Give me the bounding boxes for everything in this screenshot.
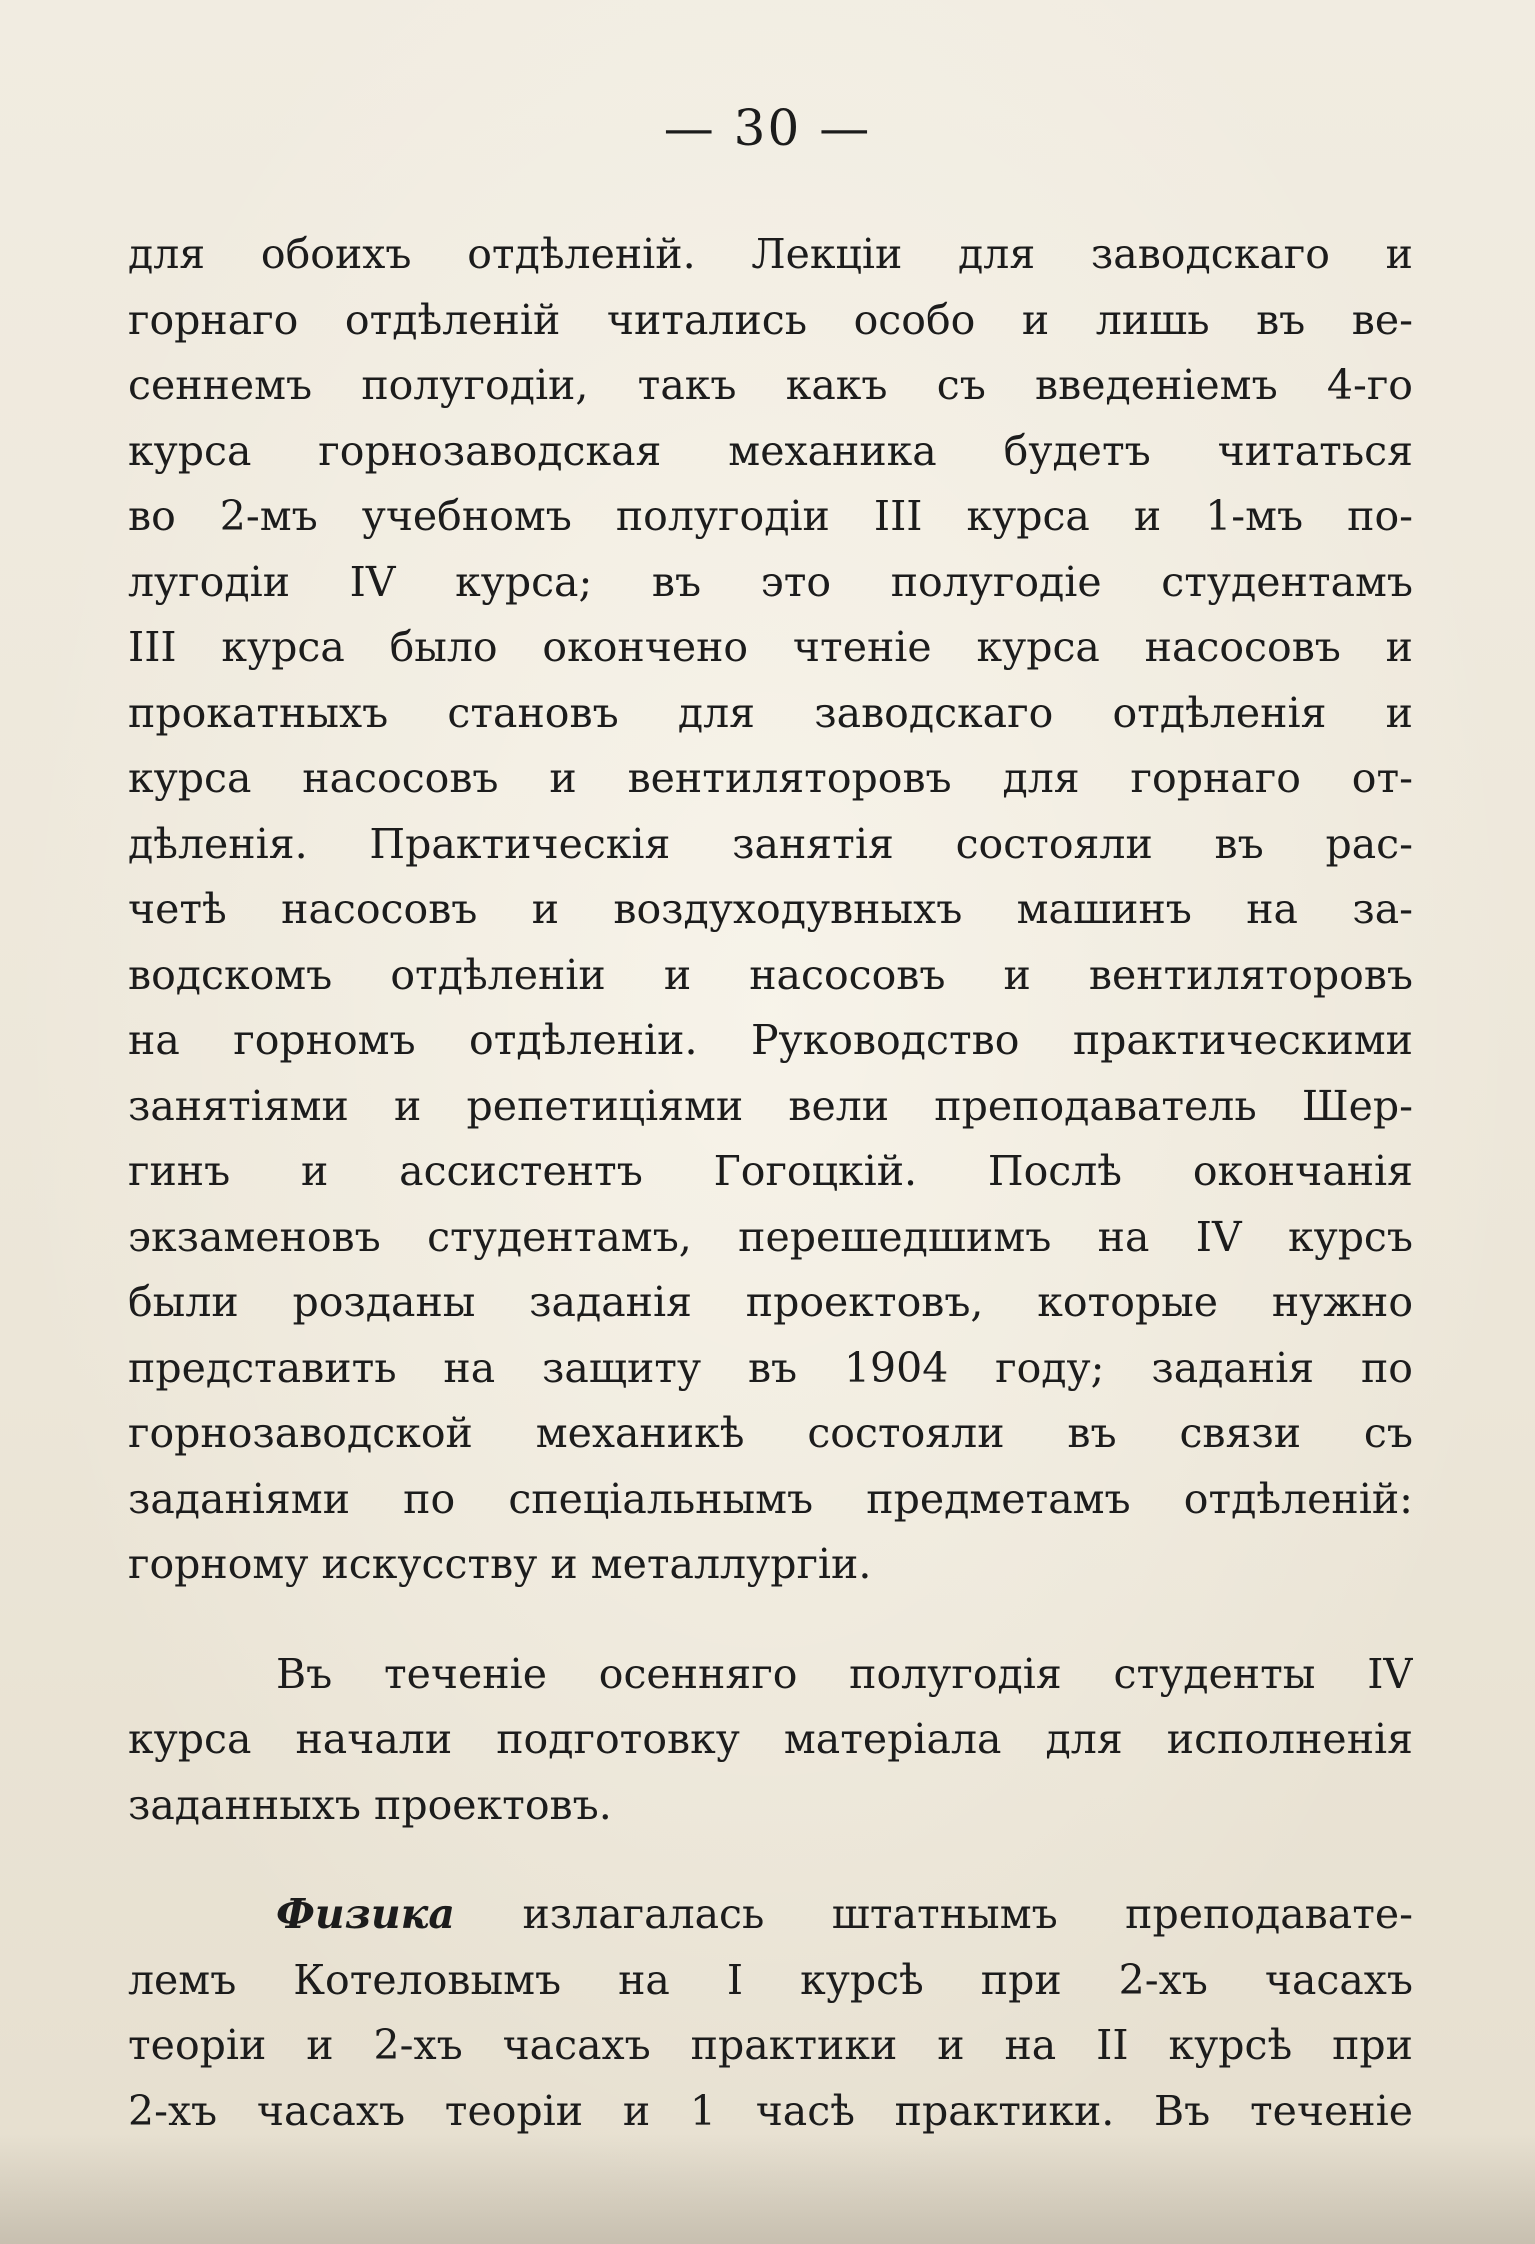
text-line: четѣ насосовъ и воздуходувныхъ машинъ на за- [128, 885, 1413, 933]
text-line: горнозаводской механикѣ состояли въ связи съ [128, 1409, 1413, 1457]
section-lead-word: Физика [276, 1890, 455, 1938]
text-line: для обоихъ отдѣленій. Лекціи для заводскаго и [128, 230, 1413, 278]
text-line: сеннемъ полугодіи, такъ какъ съ введеніемъ 4-го [128, 361, 1413, 409]
text-line: водскомъ отдѣленіи и насосовъ и вентиляторовъ [128, 950, 1413, 999]
text-line: гинъ и ассистентъ Гогоцкій. Послѣ окончанія [128, 1147, 1413, 1195]
text-line: были розданы заданія проектовъ, которые нужно [128, 1278, 1413, 1326]
text-line: III курса было окончено чтеніе курса насосовъ и [128, 623, 1413, 671]
text-line-lead [128, 1882, 1413, 1948]
text-line: во 2-мъ учебномъ полугодіи III курса и 1-мъ по- [128, 492, 1413, 540]
text-line: дѣленія. Практическія занятія состояли въ рас- [128, 819, 1413, 868]
text-line: курса насосовъ и вентиляторовъ для горнаго от- [128, 754, 1413, 802]
text-line: лугодіи IV курса; въ это полугодіе студентамъ [128, 557, 1413, 606]
text-line-rest: излагалась штатнымъ преподавате- [455, 1890, 1413, 1938]
text-body [128, 222, 1413, 2144]
text-line: теоріи и 2-хъ часахъ практики и на II курсѣ при [128, 2021, 1413, 2069]
text-line: заданіями по спеціальнымъ предметамъ отдѣленій: [128, 1474, 1413, 1523]
text-line: заданныхъ проектовъ. [128, 1780, 612, 1829]
paragraph-1 [128, 222, 1413, 1598]
text-line: 2-хъ часахъ теоріи и 1 часѣ практики. Въ теченіе [128, 2086, 1413, 2135]
page-edge-shadow [0, 2134, 1535, 2244]
paragraph-3 [128, 1882, 1413, 2144]
text-line: Въ теченіе осенняго полугодія студенты IV [276, 1649, 1413, 1698]
text-line: на горномъ отдѣленіи. Руководство практическими [128, 1016, 1413, 1064]
text-line: лемъ Котеловымъ на I курсѣ при 2-хъ часахъ [128, 1955, 1413, 2004]
text-line: прокатныхъ становъ для заводскаго отдѣленія и [128, 688, 1413, 737]
text-line: занятіями и репетиціями вели преподаватель Шер- [128, 1081, 1413, 1130]
text-line: курса начали подготовку матеріала для исполненія [128, 1715, 1413, 1763]
text-line: экзаменовъ студентамъ, перешедшимъ на IV курсъ [128, 1212, 1413, 1261]
paragraph-2 [128, 1642, 1413, 1839]
text-line: представить на защиту въ 1904 году; заданія по [128, 1343, 1413, 1392]
page-number: — 30 — [663, 99, 872, 157]
text-line: горнаго отдѣленій читались особо и лишь въ ве- [128, 295, 1413, 344]
text-line: горному искусству и металлургіи. [128, 1540, 872, 1588]
text-line: курса горнозаводская механика будетъ читаться [128, 426, 1413, 475]
